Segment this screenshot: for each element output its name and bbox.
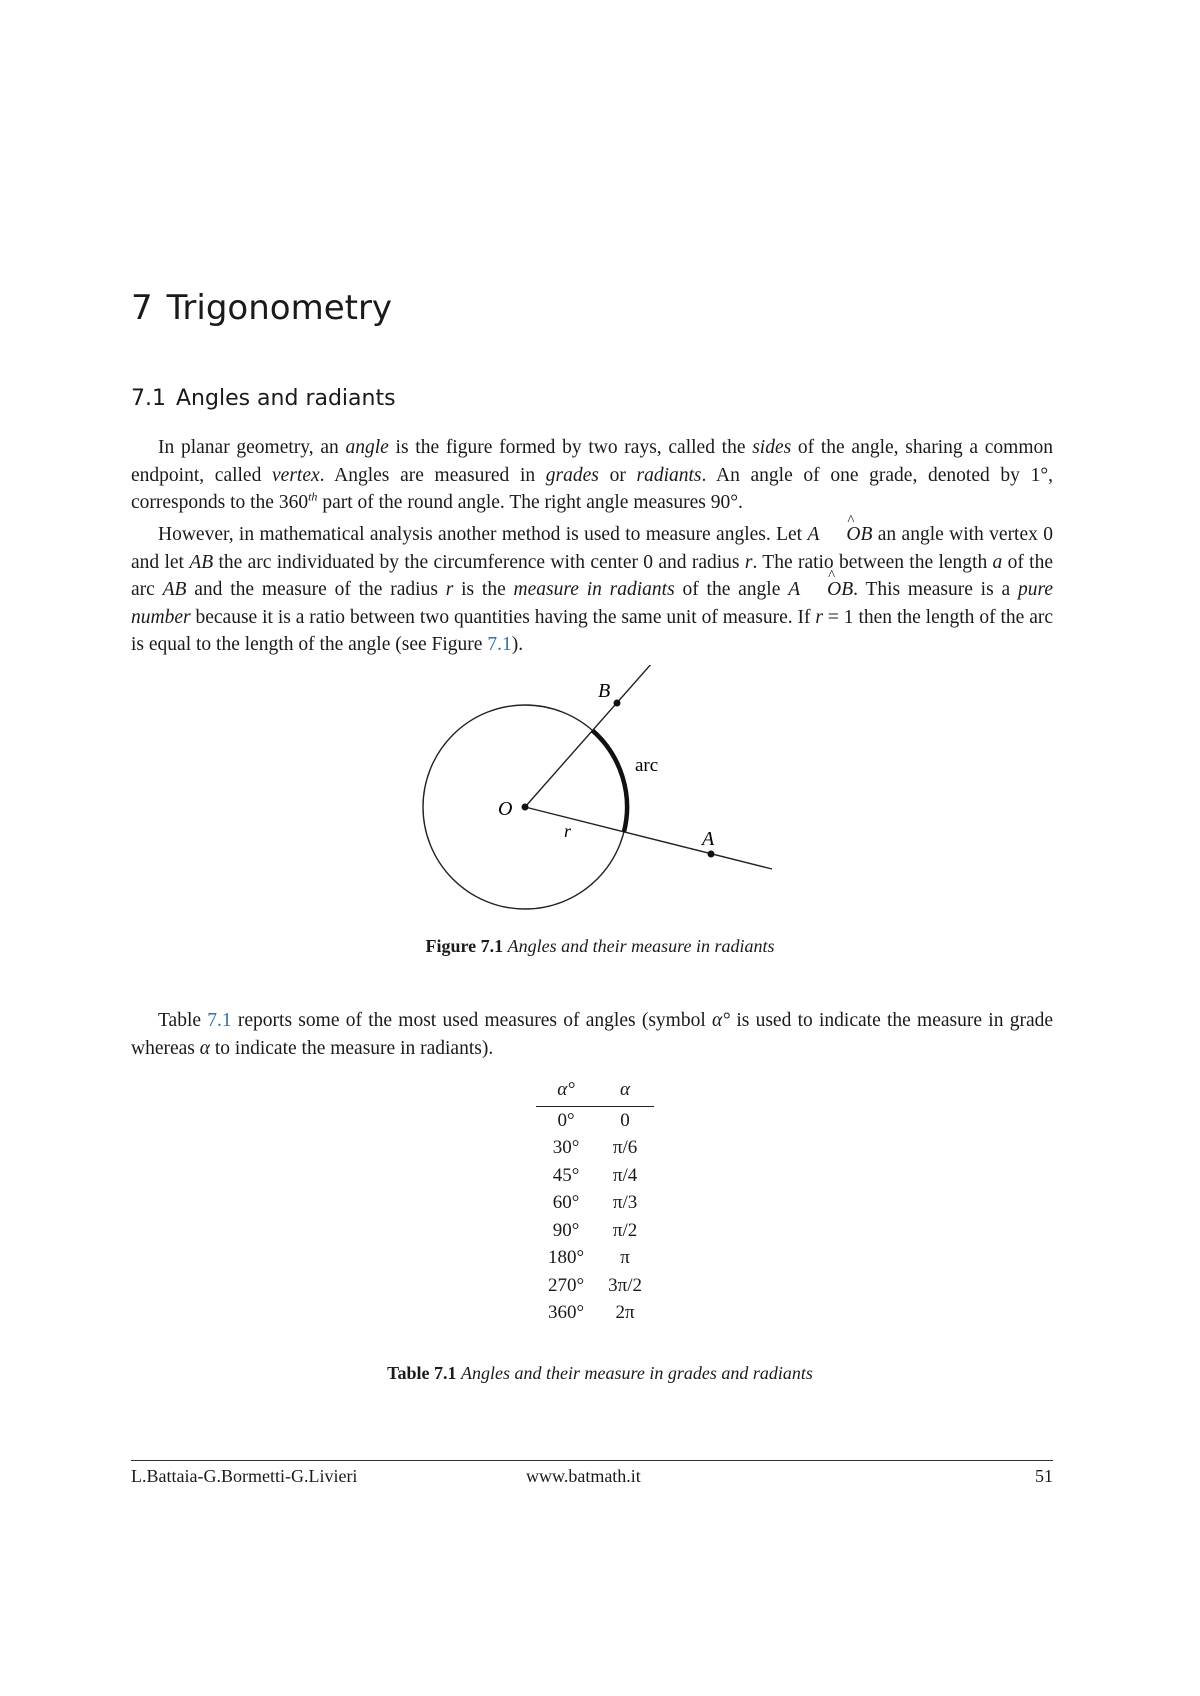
section-title (131, 385, 396, 413)
section-title-text: Angles and radiants (176, 386, 396, 411)
table-row: 90° π/2 (552, 1219, 638, 1241)
arc-ab (593, 731, 628, 832)
angles-table (536, 1076, 654, 1327)
label-arc: arc (635, 755, 659, 776)
table-row: 30° π/6 (552, 1137, 638, 1159)
ray-oa (525, 807, 772, 869)
paragraph-table-intro: Table 7.1 reports some of the most used measures of angles (symbol α° is used to indicate the measure in grade whereas α to indicate the measure in radiants). (131, 1010, 1053, 1059)
figure-link[interactable]: 7.1 (487, 634, 512, 655)
label-a: A (702, 828, 715, 850)
vertex-point-o (522, 804, 529, 811)
angle-radiants-figure (410, 665, 790, 925)
chapter-title-text: Trigonometry (166, 288, 393, 328)
footer-authors: L.Battaia-G.Bormetti-G.Livieri (131, 1466, 358, 1486)
table-row: 180° π (548, 1247, 630, 1269)
label-b: B (598, 680, 611, 702)
label-o: O (498, 798, 513, 820)
header-degrees: α° (536, 1076, 596, 1107)
table-row: 360° 2π (548, 1302, 635, 1324)
table-row: 60° π/3 (552, 1192, 638, 1214)
point-a (708, 851, 715, 858)
point-b (614, 700, 621, 707)
table-row: 45° π/4 (552, 1164, 638, 1186)
table-caption: Table 7.1 Angles and their measure in grades and radiants (387, 1363, 813, 1383)
table-row: 0° 0 (557, 1109, 630, 1131)
footer-divider (131, 1460, 1053, 1461)
chapter-number: 7 (131, 288, 153, 328)
footer-website[interactable]: www.batmath.it (526, 1466, 641, 1486)
label-r: r (564, 821, 572, 841)
footer-page-number: 51 (1035, 1466, 1053, 1486)
table-header-row (536, 1076, 654, 1107)
paragraph-angle-definition: In planar geometry, an angle is the figure formed by two rays, called the sides of the angle, sharing a common endpoint, called vertex. Angles are measured in grades or radiants. An angle of one grade, denoted by 1°, corresponds to the 360th part of the round angle. The right angle measures 90°. (131, 437, 1054, 513)
section-number: 7.1 (131, 386, 166, 411)
header-radians: α (596, 1076, 654, 1107)
table-link[interactable]: 7.1 (207, 1010, 232, 1031)
figure-caption: Figure 7.1 Angles and their measure in radiants (425, 936, 775, 956)
table-row: 270° 3π/2 (548, 1274, 642, 1296)
chapter-title (131, 288, 392, 328)
ray-ob (525, 665, 652, 807)
paragraph-radiants-definition: However, in mathematical analysis another method is used to measure angles. Let A^ OB an angle with vertex 0 and let AB the arc individuated by the circumference with center 0 and radius r. The ratio between the length a of the arc AB and the measure of the radius r is the measure in radiants of the angle A^ OB. This measure is a pure number because it is a ratio between two quantities having the same unit of measure. If r = 1 then the length of the arc is equal to the length of the angle (see Figure 7.1). (131, 521, 1053, 659)
